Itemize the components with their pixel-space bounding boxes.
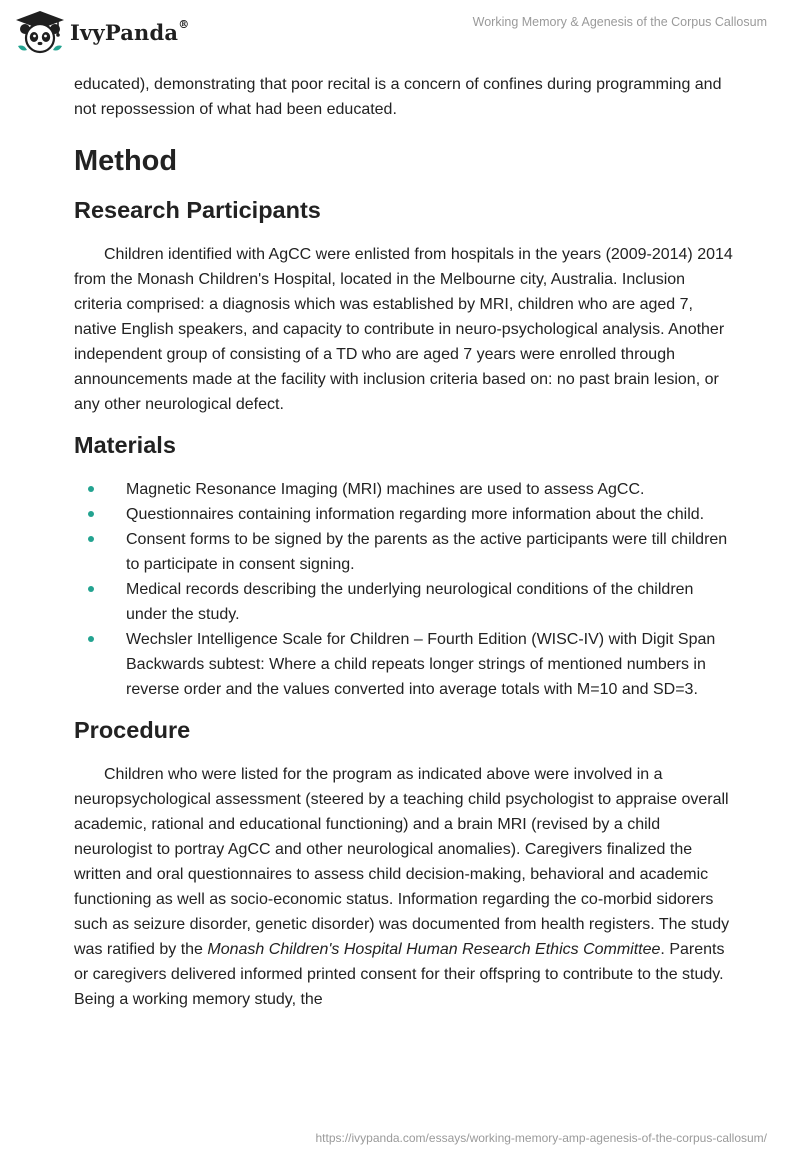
list-item: [74, 577, 734, 627]
page-header: [0, 0, 800, 70]
materials-list: [74, 477, 734, 702]
list-item-text: Questionnaires containing information regarding more information about the child.: [126, 506, 705, 523]
trademark-symbol: ®: [178, 17, 190, 31]
procedure-text-continued: . Parents or caregivers delivered informed printed consent for their offspring to contribute to the study. Being a working memory study, the: [74, 941, 725, 1008]
list-item: [74, 502, 734, 527]
list-item-text: Magnetic Resonance Imaging (MRI) machines are used to assess AgCC.: [126, 481, 645, 498]
document-title: Working Memory & Agenesis of the Corpus Callosum: [472, 15, 767, 29]
list-item-text: Wechsler Intelligence Scale for Children – Fourth Edition (WISC-IV) with Digit Span Backwards subtest: Where a child repeats longer strings of mentioned numbers in reverse order and the values converted into average totals with M=10 and SD=3.: [126, 631, 716, 698]
source-url[interactable]: https://ivypanda.com/essays/working-memory-amp-agenesis-of-the-corpus-callosum/: [315, 1131, 767, 1145]
method-heading: Method: [74, 145, 178, 177]
list-item: [74, 627, 734, 702]
intro-paragraph: educated), demonstrating that poor recital is a concern of confines during programming and not repossession of what had been educated.: [74, 76, 722, 118]
bullet-dot-icon: [88, 636, 94, 642]
bullet-dot-icon: [88, 586, 94, 592]
list-item: [74, 477, 734, 502]
bullet-dot-icon: [88, 511, 94, 517]
ivypanda-logo[interactable]: [14, 10, 189, 54]
procedure-heading: Procedure: [74, 717, 191, 743]
brand-name: IvyPanda®: [70, 17, 190, 45]
panda-graduate-icon: [14, 10, 66, 54]
participants-paragraph: Children identified with AgCC were enlisted from hospitals in the years (2009-2014) 2014 from the Monash Children's Hospital, located in the Melbourne city, Australia. Inclusion criteria comprised: a diagnosis which was established by MRI, children who are aged 7, native English speakers, and capacity to contribute in neuro-psychological analysis. Another independent group of consisting of a TD who are aged 7 years were enrolled through announcements made at the facility with inclusion criteria based on: no past brain lesion, or any other neurological defect.: [74, 246, 733, 413]
list-item: [74, 527, 734, 577]
list-item-text: Consent forms to be signed by the parents as the active participants were till children to participate in consent signing.: [126, 531, 728, 573]
bullet-dot-icon: [88, 486, 94, 492]
research-participants-heading: Research Participants: [74, 197, 321, 223]
essay-content: [74, 72, 734, 1012]
ethics-committee-name: Monash Children's Hospital Human Research Ethics Committee: [207, 941, 661, 958]
procedure-paragraph: [74, 762, 734, 1012]
bullet-dot-icon: [88, 536, 94, 542]
materials-heading: Materials: [74, 432, 176, 458]
procedure-text: Children who were listed for the program as indicated above were involved in a neuropsychological assessment (steered by a teaching child psychologist to appraise overall academic, rational and educational functioning) and a brain MRI (revised by a child neurologist to portray AgCC and other neurological anomalies). Caregivers finalized the written and oral questionnaires to assess child decision-making, behavioral and academic functioning as well as socio-economic status. Information regarding the co-morbid sidorers such as seizure disorder, genetic disorder) was documented from health registers. The study was ratified by the: [74, 766, 730, 958]
list-item-text: Medical records describing the underlying neurological conditions of the children under the study.: [126, 581, 694, 623]
